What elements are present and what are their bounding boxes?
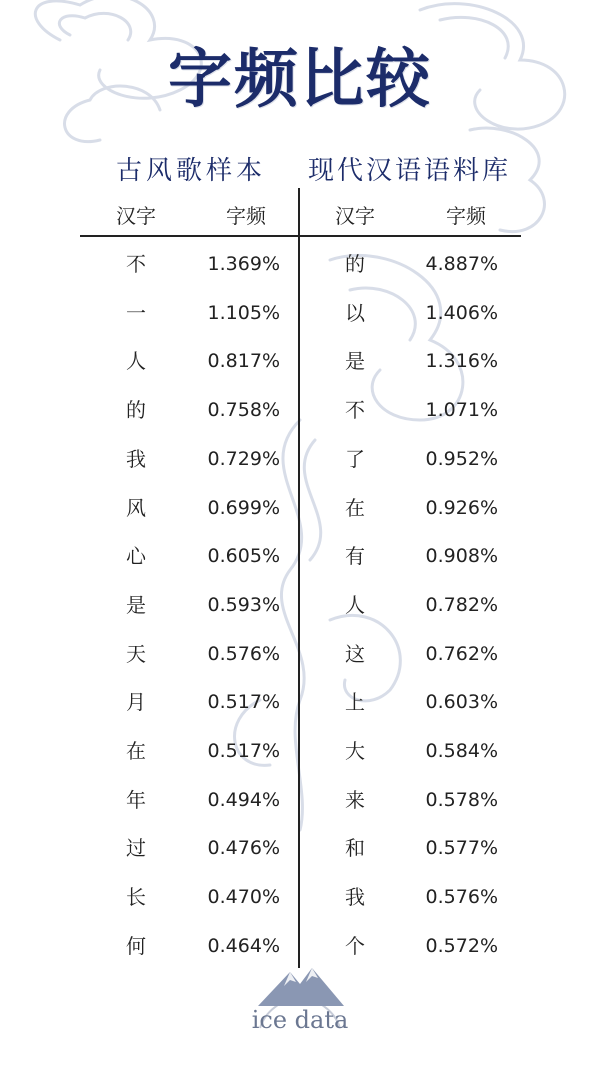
right-freq-cell: 0.762%: [425, 642, 498, 665]
left-char-cell: 风: [126, 495, 146, 520]
page-title: 字频比较: [168, 42, 432, 117]
left-freq-cell: 0.605%: [207, 545, 280, 568]
left-char-cell: 长: [126, 885, 146, 910]
right-freq-cell: 0.782%: [425, 593, 498, 616]
left-freq-cell: 0.464%: [207, 934, 280, 957]
right-freq-cell: 0.926%: [425, 496, 498, 519]
right-freq-cell: 1.316%: [425, 350, 498, 373]
right-char-cell: 在: [345, 495, 365, 520]
right-char-cell: 是: [345, 349, 365, 374]
table-row: [0, 581, 600, 629]
right-freq-cell: 0.584%: [425, 740, 498, 762]
right-char-cell: 以: [345, 300, 365, 325]
right-char-cell: 有: [345, 544, 365, 569]
left-char-cell: 一: [126, 300, 146, 325]
right-char-cell: 这: [345, 641, 365, 666]
left-char-cell: 月: [126, 690, 146, 715]
header-divider: [80, 235, 521, 237]
left-char-cell: 的: [126, 398, 146, 423]
right-table-title: 现代汉语语料库: [308, 156, 512, 186]
right-char-cell: 个: [345, 933, 365, 958]
left-freq-cell: 0.758%: [207, 399, 280, 422]
table-row: [0, 824, 600, 872]
left-char-cell: 年: [126, 787, 146, 812]
left-char-cell: 何: [126, 933, 146, 958]
table-row: [0, 435, 600, 483]
table-row: [0, 630, 600, 678]
table-row: [0, 386, 600, 434]
right-char-cell: 大: [345, 739, 365, 763]
left-freq-cell: 0.494%: [207, 788, 280, 811]
left-char-cell: 过: [126, 836, 146, 861]
right-freq-cell: 0.908%: [425, 545, 498, 568]
right-char-cell: 上: [345, 690, 365, 715]
right-freq-cell: 0.576%: [425, 886, 498, 909]
table-row: [0, 289, 600, 337]
right-freq-cell: 0.603%: [425, 691, 498, 714]
right-freq-cell: 1.071%: [425, 399, 498, 422]
left-freq-cell: 0.517%: [207, 740, 280, 762]
right-freq-cell: 0.572%: [425, 934, 498, 957]
right-freq-cell: 0.577%: [425, 837, 498, 860]
left-freq-cell: 0.517%: [207, 691, 280, 714]
right-char-cell: 我: [345, 885, 365, 910]
left-table-title: 古风歌样本: [116, 156, 267, 186]
left-char-cell: 在: [126, 739, 146, 763]
left-header-freq: 字频: [226, 204, 266, 228]
right-char-cell: 的: [345, 252, 365, 276]
right-freq-cell: 0.952%: [425, 447, 498, 470]
table-row: [0, 678, 600, 726]
left-char-cell: 我: [126, 446, 146, 471]
left-freq-cell: 1.369%: [207, 253, 280, 275]
table-row: [0, 337, 600, 385]
left-char-cell: 天: [126, 641, 146, 666]
right-char-cell: 不: [345, 398, 365, 423]
left-char-cell: 是: [126, 592, 146, 617]
table-row: [0, 240, 600, 288]
right-char-cell: 了: [345, 446, 365, 471]
right-header-char: 汉字: [335, 204, 375, 228]
right-char-cell: 和: [345, 836, 365, 861]
left-header-char: 汉字: [116, 204, 156, 228]
table-row: [0, 776, 600, 824]
right-freq-cell: 1.406%: [425, 301, 498, 324]
right-char-cell: 人: [345, 592, 365, 617]
left-freq-cell: 0.470%: [207, 886, 280, 909]
left-freq-cell: 0.476%: [207, 837, 280, 860]
right-freq-cell: 4.887%: [425, 253, 498, 275]
left-freq-cell: 0.593%: [207, 593, 280, 616]
left-freq-cell: 1.105%: [207, 301, 280, 324]
table-row: [0, 532, 600, 580]
watermark-text: ice data: [251, 1006, 349, 1034]
table-row: [0, 727, 600, 775]
left-char-cell: 人: [126, 349, 146, 374]
right-char-cell: 来: [345, 787, 365, 812]
left-freq-cell: 0.576%: [207, 642, 280, 665]
left-char-cell: 心: [126, 544, 146, 569]
right-header-freq: 字频: [446, 204, 486, 228]
table-row: [0, 873, 600, 921]
left-char-cell: 不: [126, 252, 146, 276]
table-row: [0, 484, 600, 532]
left-freq-cell: 0.817%: [207, 350, 280, 373]
left-freq-cell: 0.729%: [207, 447, 280, 470]
left-freq-cell: 0.699%: [207, 496, 280, 519]
right-freq-cell: 0.578%: [425, 788, 498, 811]
